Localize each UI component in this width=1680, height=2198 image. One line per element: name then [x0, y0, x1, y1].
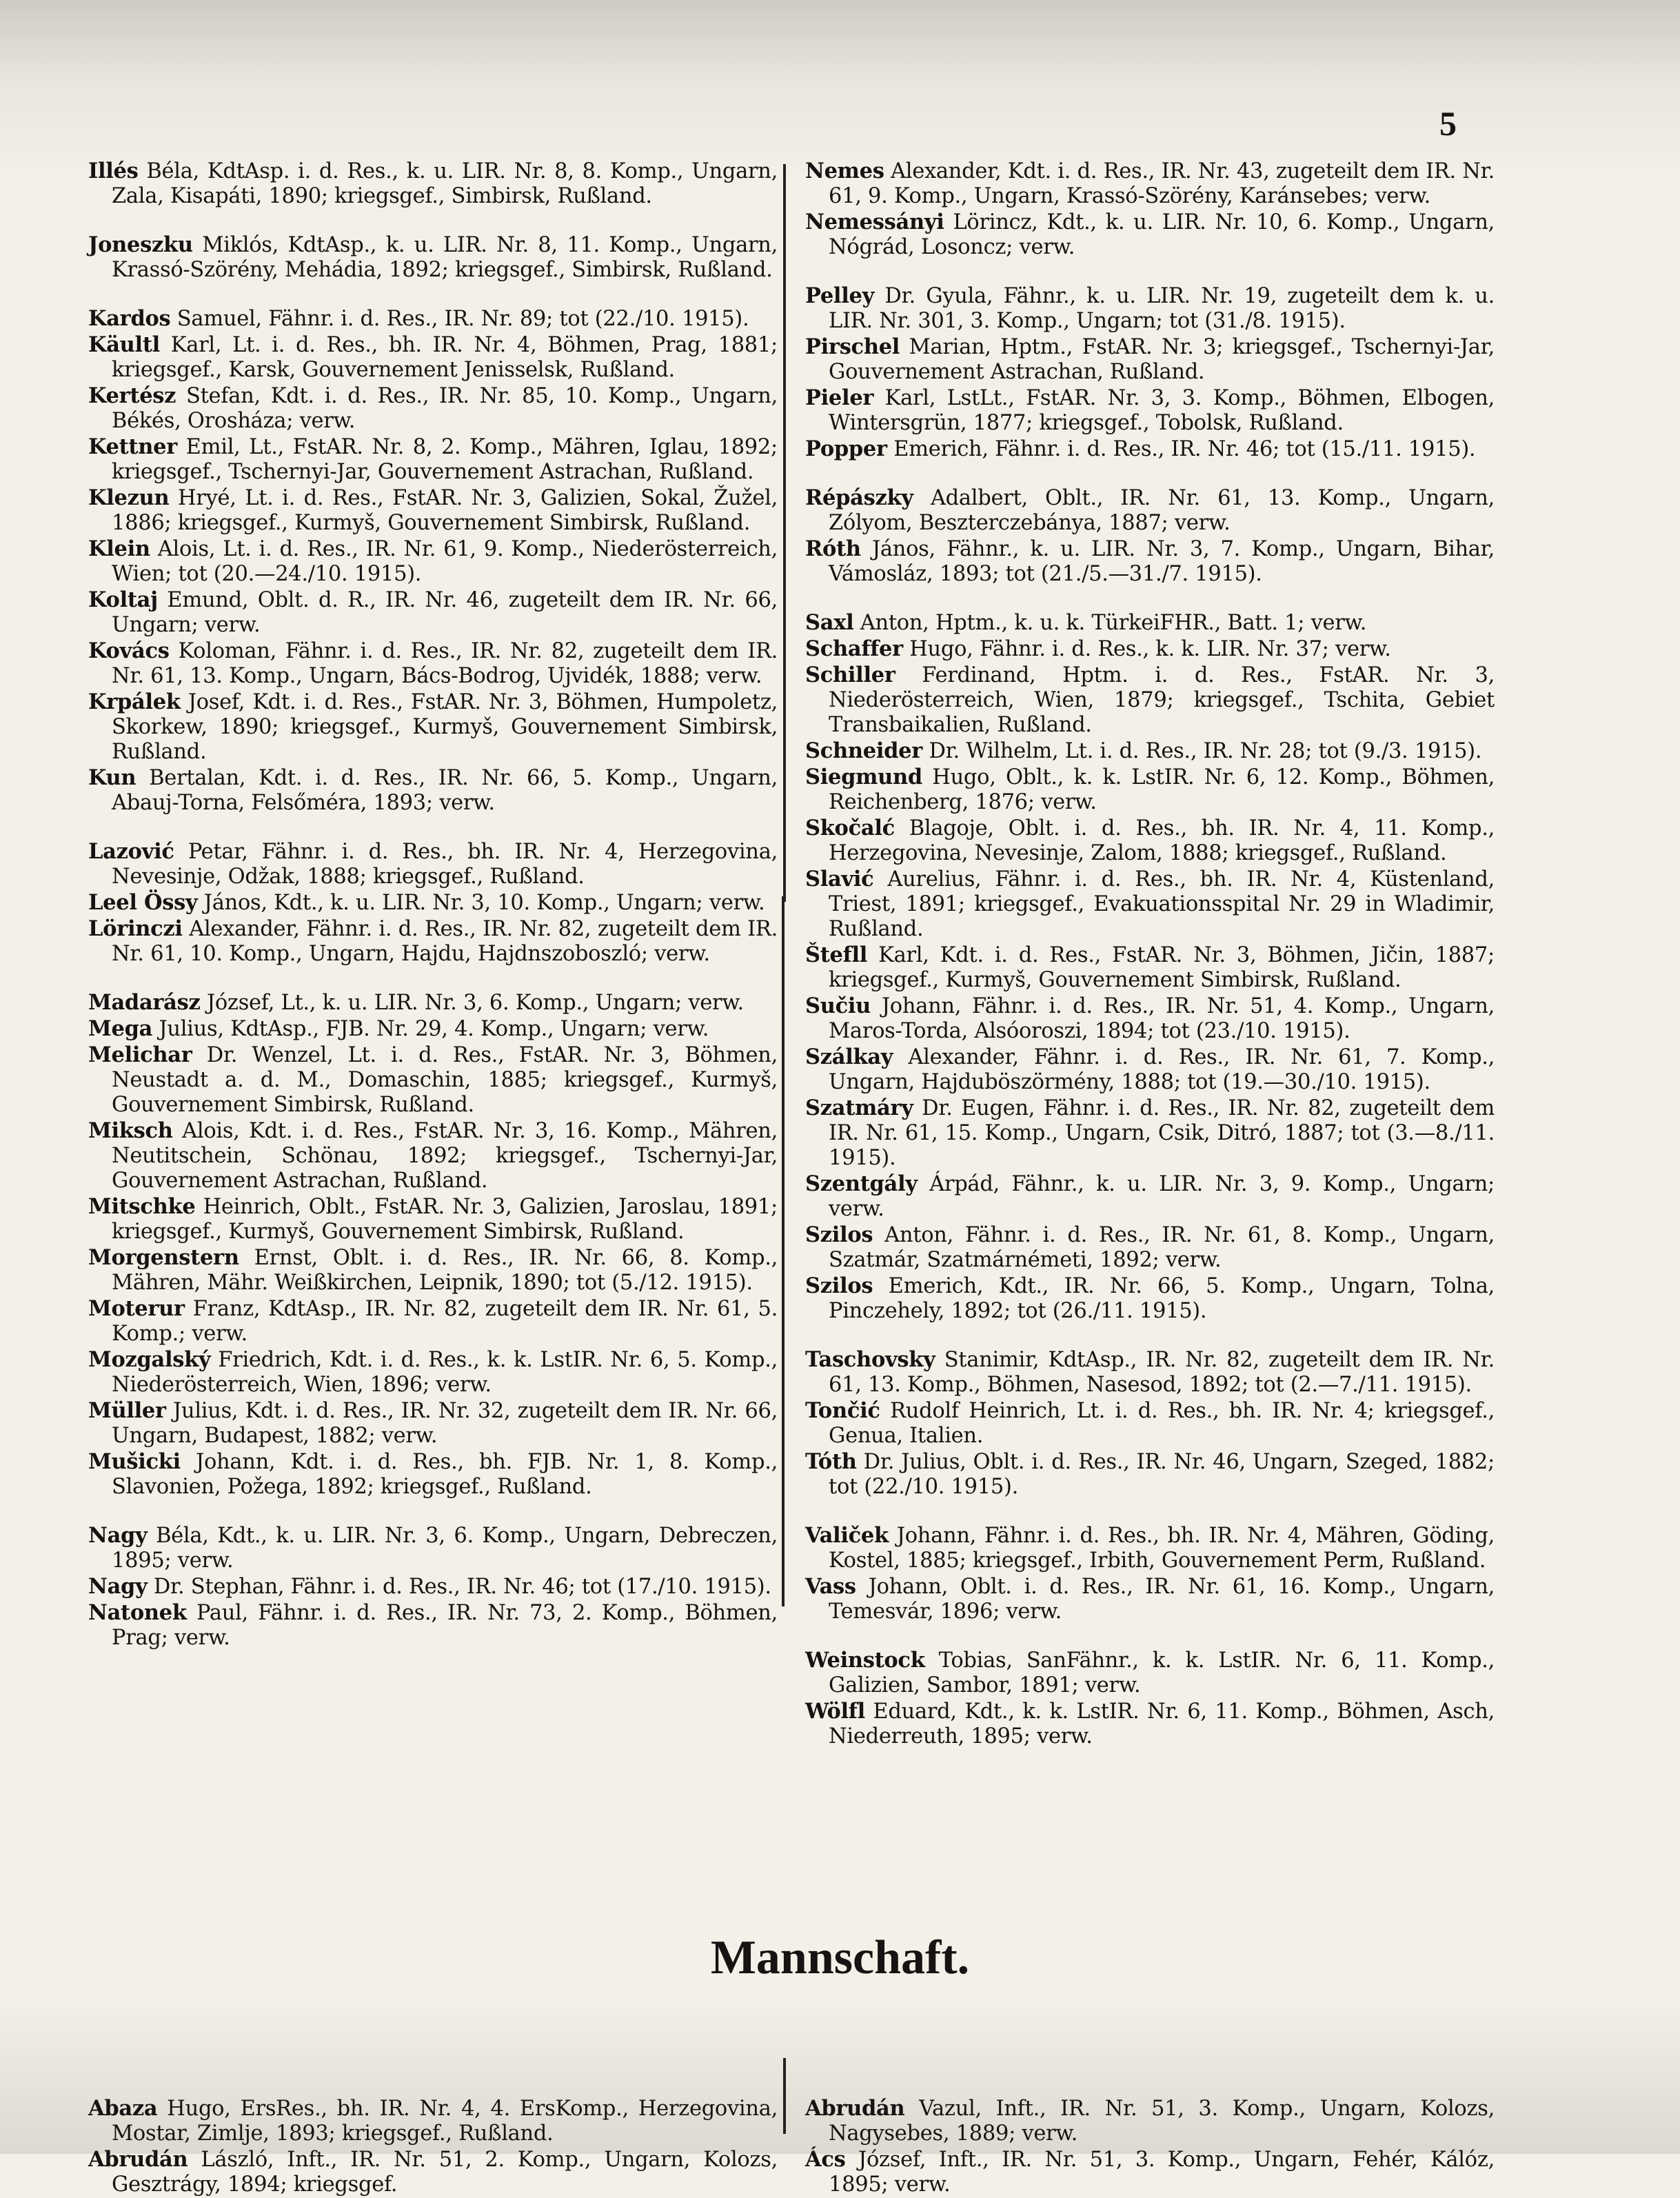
list-entry: [88, 1574, 778, 1600]
entry-details: Blagoje, Oblt. i. d. Res., bh. IR. Nr. 4, 11. Komp., Herzegovina, Nevesinje, Zalom, 1888; kriegsgef., Rußland.: [829, 816, 1495, 865]
entry-surname: Szilos: [805, 1273, 873, 1298]
list-entry: [88, 1042, 778, 1118]
entry-details: Stanimir, KdtAsp., IR. Nr. 82, zugeteilt dem IR. Nr. 61, 13. Komp., Böhmen, Nasesod, 1892; tot (2.—7./11. 1915).: [829, 1348, 1495, 1397]
entry-details: Hugo, ErsRes., bh. IR. Nr. 4, 4. ErsKomp., Herzegovina, Mostar, Zimlje, 1893; kriegsgef., Rußland.: [112, 2097, 778, 2146]
list-entry: [805, 1347, 1495, 1398]
entry-surname: Klein: [88, 536, 150, 561]
entry-details: Anton, Fähnr. i. d. Res., IR. Nr. 61, 8. Komp., Ungarn, Szatmár, Szatmárnémeti, 1892; verw.: [829, 1223, 1495, 1272]
entry-details: Alois, Lt. i. d. Res., IR. Nr. 61, 9. Komp., Niederösterreich, Wien; tot (20.—24./10. 1915).: [112, 537, 778, 586]
entry-details: Karl, LstLt., FstAR. Nr. 3, 3. Komp., Böhmen, Elbogen, Wintersgrün, 1877; kriegsgef., Tobolsk, Rußland.: [829, 386, 1495, 435]
entry-details: József, Lt., k. u. LIR. Nr. 3, 6. Komp., Ungarn; verw.: [200, 991, 744, 1015]
list-entry: [88, 839, 778, 889]
entry-details: Koloman, Fähnr. i. d. Res., IR. Nr. 82, zugeteilt dem IR. Nr. 61, 13. Komp., Ungarn, Bács-Bodrog, Ujvidék, 1888; verw.: [112, 639, 778, 688]
entry-details: Heinrich, Oblt., FstAR. Nr. 3, Galizien, Jaroslau, 1891; kriegsgef., Kurmyš, Gouvernement Simbirsk, Rußland.: [112, 1195, 778, 1244]
entry-details: Emerich, Kdt., IR. Nr. 66, 5. Komp., Ungarn, Tolna, Pinczehely, 1892; tot (26./11. 1915).: [829, 1274, 1495, 1323]
list-entry: [805, 942, 1495, 993]
list-entry: [88, 587, 778, 638]
entry-details: Dr. Gyula, Fähnr., k. u. LIR. Nr. 19, zugeteilt dem k. u. LIR. Nr. 301, 3. Komp., Ungarn; tot (31./8. 1915).: [829, 284, 1495, 333]
entry-details: Aurelius, Fähnr. i. d. Res., bh. IR. Nr. 4, Küstenland, Triest, 1891; kriegsgef., Evakuationsspital Nr. 29 in Wladimir, Rußland.: [829, 867, 1495, 941]
entry-surname: Pirschel: [805, 334, 900, 359]
entry-details: Karl, Lt. i. d. Res., bh. IR. Nr. 4, Böhmen, Prag, 1881; kriegsgef., Karsk, Gouvernement Jenisselsk, Rußland.: [112, 333, 778, 382]
entry-surname: Ács: [805, 2147, 846, 2172]
entry-details: Árpád, Fähnr., k. u. LIR. Nr. 3, 9. Komp., Ungarn; verw.: [829, 1172, 1495, 1221]
entry-details: Anton, Hptm., k. u. k. TürkeiFHR., Batt. 1; verw.: [853, 611, 1367, 635]
entry-surname: Müller: [88, 1398, 166, 1423]
list-entry: [88, 689, 778, 765]
list-entry: [805, 867, 1495, 942]
entry-details: Eduard, Kdt., k. k. LstIR. Nr. 6, 11. Komp., Böhmen, Asch, Niederreuth, 1895; verw.: [829, 1700, 1495, 1748]
entry-surname: Illés: [88, 159, 139, 183]
entry-details: Emil, Lt., FstAR. Nr. 8, 2. Komp., Mähren, Iglau, 1892; kriegsgef., Tschernyi-Jar, Gouvernement Astrachan, Rußland.: [112, 435, 778, 484]
entry-details: Alexander, Fähnr. i. d. Res., IR. Nr. 61, 7. Komp., Ungarn, Hajduböszörmény, 1888; tot (19.—30./10. 1915).: [829, 1045, 1495, 1094]
entry-surname: Skočalć: [805, 816, 895, 840]
entry-surname: Siegmund: [805, 765, 922, 789]
list-entry: [805, 1222, 1495, 1273]
entry-details: Friedrich, Kdt. i. d. Res., k. k. LstIR. Nr. 6, 5. Komp., Niederösterreich, Wien, 1896; verw.: [112, 1348, 778, 1397]
entry-details: Paul, Fähnr. i. d. Res., IR. Nr. 73, 2. Komp., Böhmen, Prag; verw.: [112, 1601, 778, 1650]
entry-details: Samuel, Fähnr. i. d. Res., IR. Nr. 89; tot (22./10. 1915).: [170, 307, 749, 331]
entry-surname: Mitschke: [88, 1194, 196, 1219]
list-entry: [88, 536, 778, 587]
entry-surname: Abrudán: [88, 2147, 188, 2172]
list-entry: [805, 385, 1495, 436]
entry-surname: Kardos: [88, 306, 171, 331]
left-column: [88, 159, 778, 1651]
list-entry: [88, 1245, 778, 1295]
entry-surname: Nagy: [88, 1523, 148, 1548]
entry-details: Tobias, SanFähnr., k. k. LstIR. Nr. 6, 11. Komp., Galizien, Sambor, 1891; verw.: [829, 1648, 1495, 1697]
entry-surname: Krpálek: [88, 689, 181, 714]
list-entry: [805, 1648, 1495, 1698]
entry-details: Franz, KdtAsp., IR. Nr. 82, zugeteilt dem IR. Nr. 61, 5. Komp.; verw.: [112, 1297, 778, 1346]
list-entry: [88, 159, 778, 209]
entry-details: Béla, KdtAsp. i. d. Res., k. u. LIR. Nr. 8, 8. Komp., Ungarn, Zala, Kisapáti, 1890; kriegsgef., Simbirsk, Rußland.: [112, 159, 778, 208]
list-entry: [805, 994, 1495, 1044]
entry-details: Adalbert, Oblt., IR. Nr. 61, 13. Komp., Ungarn, Zólyom, Beszterczebánya, 1887; verw.: [829, 486, 1495, 535]
list-entry: [88, 485, 778, 536]
entry-details: Béla, Kdt., k. u. LIR. Nr. 3, 6. Komp., Ungarn, Debreczen, 1895; verw.: [112, 1524, 778, 1573]
entry-details: Hryé, Lt. i. d. Res., FstAR. Nr. 3, Galizien, Sokal, Žužel, 1886; kriegsgef., Kurmyš, Gouvernement Simbirsk, Rußland.: [112, 486, 778, 535]
entry-surname: Mozgalský: [88, 1347, 211, 1372]
list-entry: [805, 1045, 1495, 1095]
entry-surname: Répászky: [805, 485, 913, 510]
list-entry: [805, 1574, 1495, 1624]
entry-surname: Pieler: [805, 385, 874, 410]
entry-surname: Weinstock: [805, 1648, 925, 1673]
list-entry: [88, 916, 778, 967]
list-entry: [88, 990, 778, 1016]
entry-surname: Schneider: [805, 738, 923, 763]
entry-surname: Melichar: [88, 1042, 192, 1067]
lower-left-column: [88, 2096, 778, 2198]
list-entry: [805, 334, 1495, 385]
list-entry: [88, 2096, 778, 2146]
entry-details: János, Fähnr., k. u. LIR. Nr. 3, 7. Komp., Ungarn, Bihar, Vámosláz, 1893; tot (21./5.—31./7. 1915).: [829, 537, 1495, 586]
list-entry: [88, 1347, 778, 1398]
entry-details: Julius, KdtAsp., FJB. Nr. 29, 4. Komp., Ungarn; verw.: [152, 1017, 709, 1041]
entry-surname: Natonek: [88, 1600, 187, 1625]
list-entry: [805, 536, 1495, 587]
entry-surname: Sučiu: [805, 994, 871, 1018]
list-entry: [805, 2096, 1495, 2146]
list-entry: [88, 1600, 778, 1651]
list-entry: [805, 1096, 1495, 1171]
entry-details: Alexander, Kdt. i. d. Res., IR. Nr. 43, zugeteilt dem IR. Nr. 61, 9. Komp., Ungarn, Krassó-Szörény, Karánsebes; verw.: [829, 159, 1495, 208]
entry-details: Hugo, Fähnr. i. d. Res., k. k. LIR. Nr. 37; verw.: [902, 637, 1391, 661]
entry-surname: Miksch: [88, 1118, 173, 1143]
entry-surname: Leel Össy: [88, 890, 198, 915]
list-entry: [88, 1523, 778, 1573]
entry-surname: Kovács: [88, 638, 170, 663]
entry-surname: Moterur: [88, 1296, 185, 1321]
list-entry: [805, 1523, 1495, 1573]
entry-details: József, Inft., IR. Nr. 51, 3. Komp., Ungarn, Fehér, Kálóz, 1895; verw.: [829, 2148, 1495, 2197]
list-entry: [88, 1016, 778, 1042]
entry-details: Dr. Eugen, Fähnr. i. d. Res., IR. Nr. 82, zugeteilt dem IR. Nr. 61, 15. Komp., Ungarn, Csik, Ditró, 1887; tot (3.—8./11. 1915).: [829, 1096, 1495, 1170]
entry-details: Rudolf Heinrich, Lt. i. d. Res., bh. IR. Nr. 4; kriegsgef., Genua, Italien.: [829, 1399, 1495, 1448]
list-entry: [805, 485, 1495, 536]
list-entry: [88, 434, 778, 485]
entry-surname: Kertész: [88, 383, 176, 408]
list-entry: [805, 610, 1495, 636]
entry-surname: Róth: [805, 536, 861, 561]
column-divider: [783, 2058, 786, 2134]
column-divider: [782, 896, 785, 1606]
entry-details: Karl, Kdt. i. d. Res., FstAR. Nr. 3, Böhmen, Jičin, 1887; kriegsgef., Kurmyš, Gouvernement Simbirsk, Rußland.: [829, 943, 1495, 992]
entry-surname: Szatmáry: [805, 1096, 913, 1120]
entry-details: Alexander, Fähnr. i. d. Res., IR. Nr. 82, zugeteilt dem IR. Nr. 61, 10. Komp., Ungarn, Hajdu, Hajdnszoboszló; verw.: [112, 917, 778, 966]
entry-surname: Szálkay: [805, 1045, 893, 1069]
entry-details: Emerich, Fähnr. i. d. Res., IR. Nr. 46; tot (15./11. 1915).: [887, 437, 1476, 461]
list-entry: [88, 306, 778, 332]
entry-details: Johann, Fähnr. i. d. Res., IR. Nr. 51, 4. Komp., Ungarn, Maros-Torda, Alsóoroszi, 1894; tot (23./10. 1915).: [829, 994, 1495, 1043]
entry-surname: Štefll: [805, 942, 868, 967]
entry-details: Dr. Wilhelm, Lt. i. d. Res., IR. Nr. 28; tot (9./3. 1915).: [922, 739, 1482, 763]
entry-details: Stefan, Kdt. i. d. Res., IR. Nr. 85, 10. Komp., Ungarn, Békés, Orosháza; verw.: [112, 384, 778, 433]
entry-details: Ferdinand, Hptm. i. d. Res., FstAR. Nr. 3, Niederösterreich, Wien, 1879; kriegsgef., Tschita, Gebiet Transbaikalien, Rußland.: [829, 663, 1495, 737]
entry-details: Dr. Wenzel, Lt. i. d. Res., FstAR. Nr. 3, Böhmen, Neustadt a. d. M., Domaschin, 1885; kriegsgef., Kurmyš, Gouvernement Simbirsk, Rußland.: [112, 1043, 778, 1117]
entry-details: Johann, Fähnr. i. d. Res., bh. IR. Nr. 4, Mähren, Göding, Kostel, 1885; kriegsgef., Irbith, Gouvernement Perm, Rußland.: [829, 1524, 1495, 1573]
list-entry: [88, 232, 778, 283]
section-heading: Mannschaft.: [710, 1931, 970, 1984]
entry-details: Johann, Oblt. i. d. Res., IR. Nr. 61, 16. Komp., Ungarn, Temesvár, 1896; verw.: [829, 1575, 1495, 1624]
list-entry: [88, 890, 778, 916]
entry-surname: Schaffer: [805, 636, 903, 661]
entry-surname: Mega: [88, 1016, 153, 1041]
entry-surname: Popper: [805, 436, 887, 461]
entry-surname: Vass: [805, 1574, 856, 1599]
entry-details: Miklós, KdtAsp., k. u. LIR. Nr. 8, 11. Komp., Ungarn, Krassó-Szörény, Mehádia, 1892; kriegsgef., Simbirsk, Rußland.: [112, 233, 778, 282]
entry-surname: Pelley: [805, 283, 875, 308]
column-divider: [783, 164, 786, 902]
entry-surname: Valiček: [805, 1523, 889, 1548]
entry-details: Julius, Kdt. i. d. Res., IR. Nr. 32, zugeteilt dem IR. Nr. 66, Ungarn, Budapest, 1882; verw.: [112, 1399, 778, 1448]
list-entry: [88, 1398, 778, 1449]
list-entry: [88, 638, 778, 689]
entry-surname: Lazović: [88, 839, 174, 864]
entry-details: Hugo, Oblt., k. k. LstIR. Nr. 6, 12. Komp., Böhmen, Reichenberg, 1876; verw.: [829, 765, 1495, 814]
entry-details: Marian, Hptm., FstAR. Nr. 3; kriegsgef., Tschernyi-Jar, Gouvernement Astrachan, Rußland.: [829, 335, 1495, 384]
entry-surname: Nemes: [805, 159, 884, 183]
list-entry: [805, 738, 1495, 764]
entry-surname: Schiller: [805, 663, 895, 687]
entry-surname: Taschovsky: [805, 1347, 935, 1372]
list-entry: [805, 159, 1495, 209]
entry-surname: Kun: [88, 765, 136, 790]
entry-surname: Madarász: [88, 990, 201, 1015]
entry-details: Bertalan, Kdt. i. d. Res., IR. Nr. 66, 5. Komp., Ungarn, Abauj-Torna, Felsőméra, 1893; verw.: [112, 766, 778, 815]
entry-details: Alois, Kdt. i. d. Res., FstAR. Nr. 3, 16. Komp., Mähren, Neutitschein, Schönau, 1892; kriegsgef., Tschernyi-Jar, Gouvernement Astrachan, Rußland.: [112, 1119, 778, 1193]
list-entry: [88, 1194, 778, 1244]
entry-surname: Saxl: [805, 610, 854, 635]
entry-details: Dr. Julius, Oblt. i. d. Res., IR. Nr. 46, Ungarn, Szeged, 1882; tot (22./10. 1915).: [829, 1450, 1495, 1499]
list-entry: [805, 1273, 1495, 1324]
lower-right-column: [805, 2096, 1495, 2198]
entry-details: Josef, Kdt. i. d. Res., FstAR. Nr. 3, Böhmen, Humpoletz, Skorkew, 1890; kriegsgef., Kurmyš, Gouvernement Simbirsk, Rußland.: [112, 690, 778, 764]
entry-surname: Slavić: [805, 867, 874, 891]
entry-surname: Morgenstern: [88, 1245, 239, 1270]
entry-surname: Wölfl: [805, 1699, 865, 1724]
entry-surname: Koltaj: [88, 587, 158, 612]
entry-details: Vazul, Inft., IR. Nr. 51, 3. Komp., Ungarn, Kolozs, Nagysebes, 1889; verw.: [829, 2097, 1495, 2146]
entry-details: Petar, Fähnr. i. d. Res., bh. IR. Nr. 4, Herzegovina, Nevesinje, Odžak, 1888; kriegsgef., Rußland.: [112, 840, 778, 889]
list-entry: [88, 1118, 778, 1193]
right-column: [805, 159, 1495, 1750]
list-entry: [805, 283, 1495, 334]
list-entry: [805, 663, 1495, 738]
list-entry: [805, 816, 1495, 866]
entry-surname: Tóth: [805, 1449, 857, 1474]
entry-details: László, Inft., IR. Nr. 51, 2. Komp., Ungarn, Kolozs, Gesztrágy, 1894; kriegsgef.: [112, 2148, 778, 2197]
entry-surname: Kettner: [88, 434, 177, 459]
list-entry: [88, 2147, 778, 2197]
entry-details: Lörincz, Kdt., k. u. LIR. Nr. 10, 6. Komp., Ungarn, Nógrád, Losoncz; verw.: [829, 210, 1495, 259]
list-entry: [805, 1171, 1495, 1222]
entry-surname: Szilos: [805, 1222, 873, 1247]
page-number: 5: [1439, 104, 1457, 143]
entry-details: Johann, Kdt. i. d. Res., bh. FJB. Nr. 1, 8. Komp., Slavonien, Požega, 1892; kriegsgef., Rußland.: [112, 1450, 778, 1499]
list-entry: [805, 210, 1495, 260]
list-entry: [88, 765, 778, 816]
entry-surname: Nagy: [88, 1574, 148, 1599]
entry-surname: Mušicki: [88, 1449, 181, 1474]
entry-surname: Joneszku: [88, 232, 193, 257]
entry-surname: Lörinczi: [88, 916, 183, 941]
entry-surname: Käultl: [88, 332, 160, 357]
list-entry: [805, 1699, 1495, 1749]
list-entry: [805, 765, 1495, 815]
list-entry: [805, 436, 1495, 462]
list-entry: [88, 332, 778, 383]
entry-details: Emund, Oblt. d. R., IR. Nr. 46, zugeteilt dem IR. Nr. 66, Ungarn; verw.: [112, 588, 778, 637]
list-entry: [88, 1296, 778, 1347]
list-entry: [805, 1398, 1495, 1449]
list-entry: [88, 1449, 778, 1500]
entry-details: Ernst, Oblt. i. d. Res., IR. Nr. 66, 8. Komp., Mähren, Mähr. Weißkirchen, Leipnik, 1890; tot (5./12. 1915).: [112, 1246, 778, 1295]
entry-details: Dr. Stephan, Fähnr. i. d. Res., IR. Nr. 46; tot (17./10. 1915).: [147, 1575, 771, 1599]
list-entry: [805, 2147, 1495, 2197]
entry-surname: Nemessányi: [805, 210, 944, 234]
entry-surname: Abaza: [88, 2096, 158, 2121]
list-entry: [805, 636, 1495, 662]
entry-surname: Abrudán: [805, 2096, 905, 2121]
entry-surname: Klezun: [88, 485, 170, 510]
entry-details: János, Kdt., k. u. LIR. Nr. 3, 10. Komp., Ungarn; verw.: [197, 891, 765, 915]
list-entry: [88, 383, 778, 434]
entry-surname: Tončić: [805, 1398, 880, 1423]
list-entry: [805, 1449, 1495, 1500]
entry-surname: Szentgály: [805, 1171, 918, 1196]
